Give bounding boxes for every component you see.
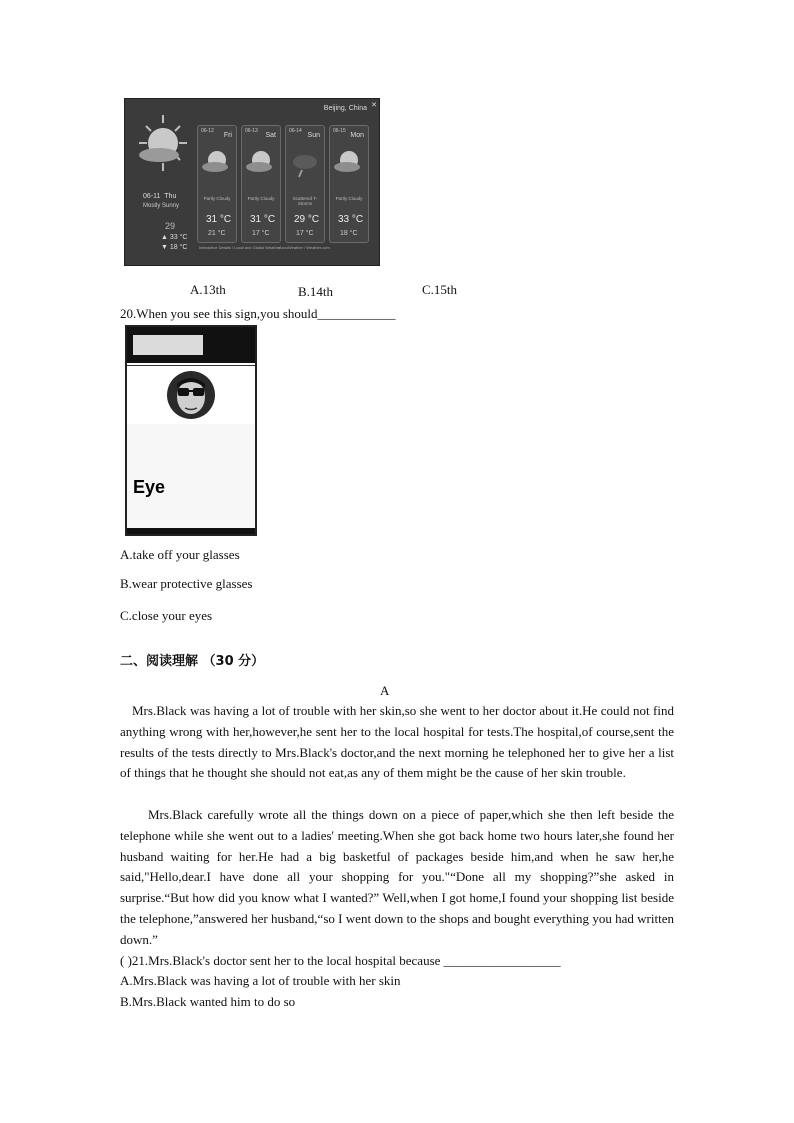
question-21: ( )21.Mrs.Black's doctor sent her to the local hospital because __________________	[120, 953, 561, 968]
forecast-day: 06-13 Sat Partly Cloudy 31 °C 17 °C	[241, 125, 281, 243]
q21-option-a: A.Mrs.Black was having a lot of trouble with her skin	[120, 973, 401, 988]
today-low: ▼ 18 °C	[161, 244, 188, 251]
forecast-day: 06-14 Sun Scattered T-Storms 29 °C 17 °C	[285, 125, 325, 243]
q20-option-c: C.close your eyes	[120, 608, 213, 623]
today-high: ▲ 33 °C	[161, 234, 188, 241]
passage-paragraph-2: Mrs.Black carefully wrote all the things down on a piece of paper,which she then left beside the telephone while she went out to a ladies' meeting.When she got back home two hours later,she found her husband waiting for her.He had a big basketful of packages beside him,and when he saw her,he said,"Hello,dear.I have done all your shopping for you."“Done all my shopping?”she asked in surprise.“But how did you know what I wanted?” Well,when I got home,I found your shopping list beside the telephone,”answered her husband,“so I went down to the shops and bought everything you had written down.”	[120, 807, 674, 947]
sign-body	[127, 424, 255, 532]
option-b: B.14th	[298, 284, 334, 299]
sun-cloud-icon	[131, 111, 195, 181]
safety-sign-image	[125, 325, 257, 536]
passage-label: A	[380, 683, 390, 698]
sign-eye-text: Eye	[133, 477, 166, 497]
forecast-day: 06-12 Fri Partly Cloudy 31 °C 21 °C	[197, 125, 237, 243]
q21-option-b: B.Mrs.Black wanted him to do so	[120, 994, 296, 1009]
section-title: 二、阅读理解 （30 分）	[120, 654, 265, 669]
passage-paragraph-1: Mrs.Black was having a lot of trouble with her skin,so she went to her doctor about it.He could not find anything wrong with her,however,he sent her to the local hospital for tests.The hospital,of course,sent the results of the tests directly to Mrs.Black's doctor,and the next morning he telephoned her to give her a list of things that he thought she should not eat,as any of them might be the cause of her skin trouble.	[120, 703, 674, 781]
weather-widget-image	[124, 98, 380, 266]
q20-option-a: A.take off your glasses	[120, 547, 240, 562]
sun-cloud-icon	[242, 142, 280, 182]
sign-picture	[127, 365, 255, 425]
today-condition: Mostly Sunny	[143, 203, 180, 209]
sign-header	[127, 327, 255, 363]
today-date: 06-11 Thu	[143, 193, 177, 200]
today-current-temp: 29	[165, 221, 176, 231]
option-a: A.13th	[190, 282, 226, 297]
sun-cloud-icon	[330, 142, 368, 182]
storm-cloud-icon	[286, 142, 324, 182]
weather-today	[131, 111, 195, 261]
question-20: 20.When you see this sign,you should____________	[120, 306, 396, 321]
weather-footer-left: Interactive Details / Local and Global Weather	[199, 245, 281, 250]
q20-option-b: B.wear protective glasses	[120, 576, 253, 591]
forecast-day: 06-15 Mon Partly Cloudy 33 °C 18 °C	[329, 125, 369, 243]
close-icon: ✕	[371, 102, 377, 109]
weather-location: Beijing, China	[323, 105, 367, 112]
face-with-glasses-icon	[127, 366, 255, 424]
weather-footer-right: AccuWeather / Weather.com	[279, 245, 330, 250]
option-c: C.15th	[422, 282, 458, 297]
sun-cloud-icon	[198, 142, 236, 182]
